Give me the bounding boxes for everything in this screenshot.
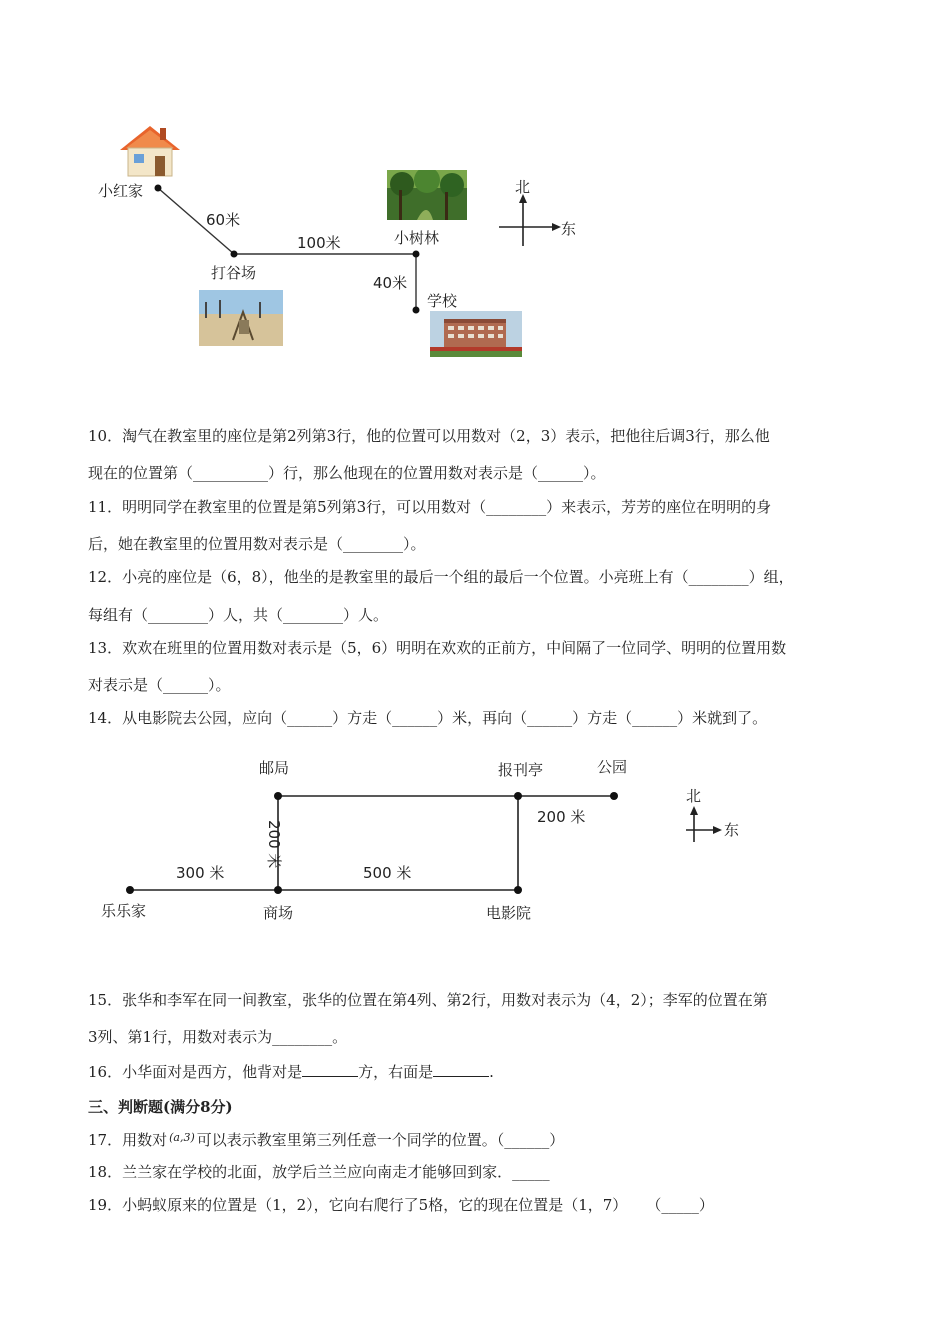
question-18: 18．兰兰家在学校的北面，放学后兰兰应向南走才能够回到家．_____ bbox=[88, 1163, 550, 1181]
distance-300: 300 米 bbox=[176, 864, 225, 882]
north-label-2: 北 bbox=[686, 787, 702, 805]
question-17 bbox=[88, 1128, 564, 1150]
home-point bbox=[155, 185, 162, 192]
question-16-text-2: 方，右面是 bbox=[358, 1063, 434, 1081]
blank-16-1[interactable] bbox=[302, 1062, 358, 1077]
question-15-line-2: 3列、第1行，用数对表示为________。 bbox=[88, 1028, 348, 1046]
question-12-line-2: 每组有（________）人，共（________）人。 bbox=[88, 606, 389, 624]
grove-point bbox=[413, 251, 420, 258]
home-point bbox=[126, 886, 134, 894]
school-photo bbox=[430, 311, 522, 357]
question-10-line-1: 10．淘气在教室里的座位是第2列第3行，他的位置可以用数对（2，3）表示，把他往后调3行，那么他 bbox=[88, 427, 770, 445]
post-point bbox=[274, 792, 282, 800]
distance-500: 500 米 bbox=[363, 864, 412, 882]
east-label-2: 东 bbox=[724, 821, 740, 839]
field-label: 打谷场 bbox=[211, 264, 257, 282]
distance-60: 60米 bbox=[206, 211, 241, 229]
number-pair: (a,3) bbox=[169, 1131, 195, 1144]
distance-200-north: 200 米 bbox=[265, 820, 283, 869]
question-13-line-1: 13．欢欢在班里的位置用数对表示是（5，6）明明在欢欢的正前方，中间隔了一位同学、明明的位置用数 bbox=[88, 639, 787, 657]
distance-40: 40米 bbox=[373, 274, 408, 292]
question-17-text-1: 17．用数对 bbox=[88, 1131, 168, 1149]
question-10-line-2: 现在的位置第（__________）行，那么他现在的位置用数对表示是（______）。 bbox=[88, 464, 606, 482]
section-3-title: 三、判断题(满分8分) bbox=[88, 1098, 233, 1116]
cinema-point bbox=[514, 886, 522, 894]
question-16-text-1: 16．小华面对是西方，他背对是 bbox=[88, 1063, 303, 1081]
school-point bbox=[413, 307, 420, 314]
kiosk-label: 报刊亭 bbox=[498, 761, 544, 779]
blank-16-2[interactable] bbox=[433, 1062, 489, 1077]
compass-icon bbox=[495, 190, 565, 250]
question-17-text-2: 可以表示教室里第三列任意一个同学的位置。（______） bbox=[196, 1131, 565, 1149]
grove-photo bbox=[387, 170, 467, 220]
mall-point bbox=[274, 886, 282, 894]
route-map-2 bbox=[100, 760, 660, 920]
distance-100: 100米 bbox=[297, 234, 341, 252]
question-12-line-1: 12．小亮的座位是（6，8），他坐的是教室里的最后一个组的最后一个位置。小亮班上有（________）组， bbox=[88, 568, 794, 586]
question-16-text-3: . bbox=[489, 1063, 494, 1081]
field-point bbox=[231, 251, 238, 258]
north-label: 北 bbox=[515, 178, 531, 196]
question-14: 14．从电影院去公园，应向（______）方走（______）米，再向（______）方走（______）米就到了。 bbox=[88, 709, 768, 727]
post-label: 邮局 bbox=[259, 759, 290, 777]
question-15-line-1: 15．张华和李军在同一间教室，张华的位置在第4列、第2行，用数对表示为（4，2）；李军的位置在第 bbox=[88, 991, 768, 1009]
question-13-line-2: 对表示是（______）。 bbox=[88, 676, 231, 694]
grove-label: 小树林 bbox=[394, 229, 440, 247]
question-16 bbox=[88, 1062, 494, 1082]
school-label: 学校 bbox=[427, 292, 458, 310]
field-photo bbox=[199, 290, 283, 346]
question-19: 19．小蚂蚁原来的位置是（1，2），它向右爬行了5格，它的现在位置是（1，7） （_____） bbox=[88, 1196, 714, 1214]
park-label: 公园 bbox=[597, 758, 628, 776]
mall-label: 商场 bbox=[263, 904, 294, 922]
home-label-2: 乐乐家 bbox=[101, 902, 147, 920]
east-label: 东 bbox=[561, 220, 577, 238]
distance-200-east: 200 米 bbox=[537, 808, 586, 826]
home-label: 小红家 bbox=[98, 182, 144, 200]
question-11-line-1: 11．明明同学在教室里的位置是第5列第3行，可以用数对（________）来表示，芳芳的座位在明明的身 bbox=[88, 498, 772, 516]
park-point bbox=[610, 792, 618, 800]
compass-icon bbox=[682, 804, 726, 846]
cinema-label: 电影院 bbox=[486, 904, 532, 922]
question-11-line-2: 后，她在教室里的位置用数对表示是（________）。 bbox=[88, 535, 426, 553]
kiosk-point bbox=[514, 792, 522, 800]
